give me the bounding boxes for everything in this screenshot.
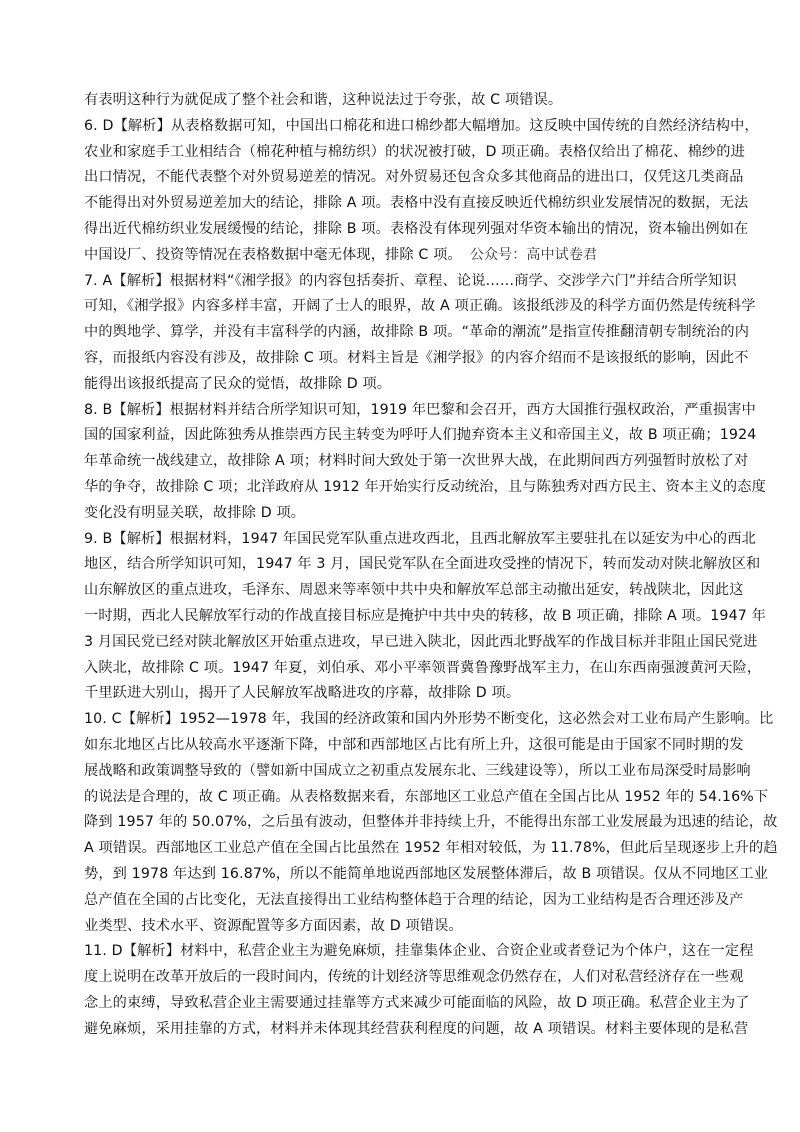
text-line: 能得出该报纸提高了民众的觉悟，故排除 D 项。 xyxy=(84,375,392,392)
text-line: 一时期，西北人民解放军行动的作战直接目标应是掩护中共中央的转移，故 B 项正确，排除 A 项。1947 年 xyxy=(84,607,766,624)
text-line: 农业和家庭手工业相结合（棉花种植与棉纺织）的状况被打破，D 项正确。表格仅给出了棉花、棉纱的进 xyxy=(84,143,745,160)
explanation-item-8 xyxy=(84,398,766,527)
explanation-item-11 xyxy=(84,939,754,1042)
text-line: 可知，《湘学报》内容多样丰富，开阔了士人的眼界，故 A 项正确。该报纸涉及的科学方面仍然是传统科学 xyxy=(84,298,756,315)
text-line: 华的争夺，故排除 C 项；北洋政府从 1912 年开始实行反动统治，且与陈独秀对西方民主、资本主义的态度 xyxy=(84,478,766,495)
text-line: 容，而报纸内容没有涉及，故排除 C 项。材料主旨是《湘学报》的内容介绍而不是该报纸的影响，因此不 xyxy=(84,349,749,366)
text-line: 势，到 1978 年达到 16.87%，所以不能简单地说西部地区发展整体滞后，故 B 项错误。仅从不同地区工业 xyxy=(84,865,769,882)
continued-paragraph xyxy=(84,88,724,114)
text-line: 得出近代棉纺织业发展缓慢的结论，排除 B 项。表格没有体现列强对华资本输出的情况，资本输出例如在 xyxy=(84,220,749,237)
text-line: 千里跃进大别山，揭开了人民解放军战略进攻的序幕，故排除 D 项。 xyxy=(84,685,521,702)
text-line: 入陕北，故排除 C 项。1947 年夏，刘伯承、邓小平率领晋冀鲁豫野战军主力，在山东西南强渡黄河天险， xyxy=(84,659,762,676)
text-line: 有表明这种行为就促成了整个社会和谐，这种说法过于夸张，故 C 项错误。 xyxy=(84,92,563,108)
text-line: 8. B【解析】根据材料并结合所学知识可知，1919 年巴黎和会召开，西方大国推行强权政治，严重损害中 xyxy=(84,401,756,418)
text-line: 地区，结合所学知识可知，1947 年 3 月，国民党军队在全面进攻受挫的情况下，转而发动对陕北解放区和 xyxy=(84,556,761,573)
watermark-text: 公众号：高中试卷君 xyxy=(469,246,598,263)
text-line: 避免麻烦，采用挂靠的方式，材料并未体现其经营获利程度的问题，故 A 项错误。材料主要体现的是私营 xyxy=(84,1020,749,1037)
text-line: 国的国家利益，因此陈独秀从推崇西方民主转变为呼吁人们抛弃资本主义和帝国主义，故 B 项正确；1924 xyxy=(84,427,757,444)
explanation-item-7 xyxy=(84,269,756,398)
text-line: 展战略和政策调整导致的（譬如新中国成立之初重点发展东北、三线建设等），所以工业布局深受时局影响 xyxy=(84,762,751,779)
text-line: 如东北地区占比从较高水平逐渐下降，中部和西部地区占比有所上升，这很可能是由于国家不同时期的发 xyxy=(84,736,744,753)
text-line: 9. B【解析】根据材料，1947 年国民党军队重点进攻西北，且西北解放军主要驻扎在以延安为中心的西北 xyxy=(84,530,756,547)
explanation-item-9 xyxy=(84,527,766,708)
text-line: 念上的束缚，导致私营企业主需要通过挂靠等方式来减少可能面临的风险，故 D 项正确。私营企业主为了 xyxy=(84,994,750,1011)
text-line: 中的舆地学、算学，并没有丰富科学的内涵，故排除 B 项。“革命的潮流”是指宣传推翻清朝专制统治的内 xyxy=(84,324,750,341)
text-line: 11. D【解析】材料中，私营企业主为避免麻烦，挂靠集体企业、合资企业或者登记为个体户，这在一定程 xyxy=(84,943,754,960)
text-line: 山东解放区的重点进攻，毛泽东、周恩来等率领中共中央和解放军总部主动撤出延安，转战陕北，因此这 xyxy=(84,582,744,599)
text-line: 变化没有明显关联，故排除 D 项。 xyxy=(84,504,306,521)
text-line: 度上说明在改革开放后的一段时间内，传统的计划经济等思维观念仍然存在，人们对私营经济存在一些观 xyxy=(84,969,744,986)
text-line: A 项错误。西部地区工业总产值在全国占比虽然在 1952 年相对较低，为 11.78%，但此后呈现逐步上升的趋 xyxy=(84,840,778,857)
text-line: 6. D【解析】从表格数据可知，中国出口棉花和进口棉纱都大幅增加。这反映中国传统的自然经济结构中， xyxy=(84,117,759,134)
explanation-item-10 xyxy=(84,707,778,939)
text-line: 7. A【解析】根据材料“《湘学报》的内容包括奏折、章程、论说……商学、交涉学六门”并结合所学知识 xyxy=(84,272,737,289)
text-line: 降到 1957 年的 50.07%，之后虽有波动，但整体并非持续上升，不能得出东部工业发展最为迅速的结论，故 xyxy=(84,814,778,831)
answer-explanations xyxy=(84,88,778,1042)
text-line: 业类型、技术水平、资源配置等多方面因素，故 D 项错误。 xyxy=(84,917,463,934)
text-line: 不能得出对外贸易逆差加大的结论，排除 A 项。表格中没有直接反映近代棉纺织业发展情况的数据，无法 xyxy=(84,195,749,212)
text-line: 3 月国民党已经对陕北解放区开始重点进攻，早已进入陕北，因此西北野战军的作战目标并非阻止国民党进 xyxy=(84,633,758,650)
text-line: 中国设厂、投资等情况在表格数据中毫无体现，排除 C 项。 公众号：高中试卷君 xyxy=(84,246,598,263)
text-line: 年革命统一战线建立，故排除 A 项；材料时间大致处于第一次世界大战，在此期间西方列强暂时放松了对 xyxy=(84,453,749,470)
text-line: 出口情况，不能代表整个对外贸易逆差的情况。对外贸易还包含众多其他商品的进出口，仅凭这几类商品 xyxy=(84,169,744,186)
text-line: 的说法是合理的，故 C 项正确。从表格数据来看，东部地区工业总产值在全国占比从 1952 年的 54.16%下 xyxy=(84,788,769,805)
explanation-item-6 xyxy=(84,114,759,269)
text-line: 10. C【解析】1952—1978 年，我国的经济政策和国内外形势不断变化，这必然会对工业布局产生影响。比 xyxy=(84,711,774,728)
text-line: 总产值在全国的占比变化，无法直接得出工业结构整体趋于合理的结论，因为工业结构是否合理还涉及产 xyxy=(84,891,744,908)
